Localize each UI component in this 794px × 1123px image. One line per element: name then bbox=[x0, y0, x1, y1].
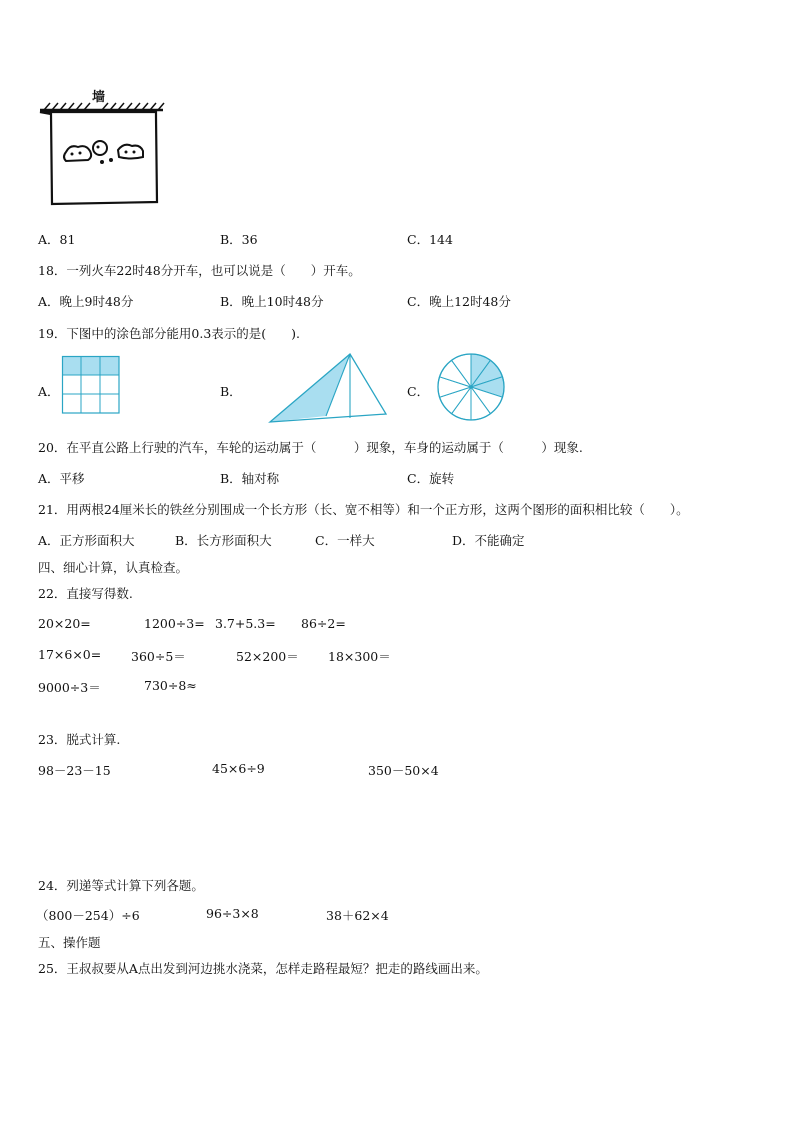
q23-item1: 98－23－15 bbox=[38, 763, 111, 778]
q22-r2-item1: 17×6×0= bbox=[38, 647, 102, 662]
q20-option-c[interactable]: C．旋转 bbox=[407, 471, 455, 486]
question-24: 24．列递等式计算下列各题。 bbox=[38, 878, 204, 893]
q19-option-b-label[interactable]: B． bbox=[220, 384, 242, 399]
q22-r3-item2: 730÷8≈ bbox=[144, 678, 197, 693]
q19-circle-figure bbox=[436, 352, 506, 422]
q20-option-b[interactable]: B．轴对称 bbox=[220, 471, 280, 486]
q19-option-c-label[interactable]: C． bbox=[407, 384, 430, 399]
q21-option-c[interactable]: C．一样大 bbox=[315, 533, 375, 548]
question-23: 23．脱式计算. bbox=[38, 732, 121, 747]
q22-r1-item1: 20×20= bbox=[38, 616, 91, 631]
question-20: 20．在平直公路上行驶的汽车，车轮的运动属于（ ）现象，车身的运动属于（ ）现象. bbox=[38, 440, 583, 455]
q22-r2-item2: 360÷5＝ bbox=[131, 649, 186, 664]
question-21: 21．用两根24厘米长的铁丝分别围成一个长方形（长、宽不相等）和一个正方形，这两个图形的面积相比较（ ）。 bbox=[38, 502, 689, 517]
question-19: 19．下图中的涂色部分能用0.3表示的是( ). bbox=[38, 326, 301, 341]
wall-painting-figure bbox=[36, 90, 166, 210]
q22-r2-item4: 18×300＝ bbox=[328, 649, 391, 664]
q21-option-d[interactable]: D．不能确定 bbox=[452, 533, 525, 548]
q24-item3: 38＋62×4 bbox=[326, 908, 389, 923]
question-18: 18．一列火车22时48分开车，也可以说是（ ）开车。 bbox=[38, 263, 361, 278]
q24-item1: （800－254）÷6 bbox=[36, 908, 140, 923]
section-4-heading: 四、细心计算，认真检查。 bbox=[38, 560, 189, 575]
q22-r1-item4: 86÷2= bbox=[301, 616, 346, 631]
question-25: 25．王叔叔要从A点出发到河边挑水浇菜，怎样走路程最短？把走的路线画出来。 bbox=[38, 961, 488, 976]
q23-item2: 45×6÷9 bbox=[212, 761, 265, 776]
q21-option-a[interactable]: A．正方形面积大 bbox=[38, 533, 135, 548]
q17-option-c[interactable]: C．144 bbox=[407, 232, 453, 247]
q23-item3: 350－50×4 bbox=[368, 763, 439, 778]
q19-grid-figure bbox=[62, 356, 120, 414]
q18-option-b[interactable]: B．晚上10时48分 bbox=[220, 294, 324, 309]
q22-r1-item3: 3.7+5.3= bbox=[215, 616, 276, 631]
q18-option-a[interactable]: A．晚上9时48分 bbox=[38, 294, 134, 309]
q22-r1-item2: 1200÷3= bbox=[144, 616, 205, 631]
q19-option-a-label[interactable]: A． bbox=[38, 384, 60, 399]
q22-r2-item3: 52×200＝ bbox=[236, 649, 299, 664]
section-5-heading: 五、操作题 bbox=[38, 935, 101, 950]
q21-option-b[interactable]: B．长方形面积大 bbox=[175, 533, 272, 548]
q22-r3-item1: 9000÷3＝ bbox=[38, 680, 101, 695]
wall-label: 墙 bbox=[92, 90, 106, 105]
q24-item2: 96÷3×8 bbox=[206, 906, 259, 921]
q19-triangle-figure bbox=[268, 352, 388, 424]
q18-option-c[interactable]: C．晚上12时48分 bbox=[407, 294, 511, 309]
q17-option-a[interactable]: A．81 bbox=[38, 232, 76, 247]
q17-option-b[interactable]: B．36 bbox=[220, 232, 258, 247]
question-22: 22．直接写得数. bbox=[38, 586, 133, 601]
q20-option-a[interactable]: A．平移 bbox=[38, 471, 85, 486]
